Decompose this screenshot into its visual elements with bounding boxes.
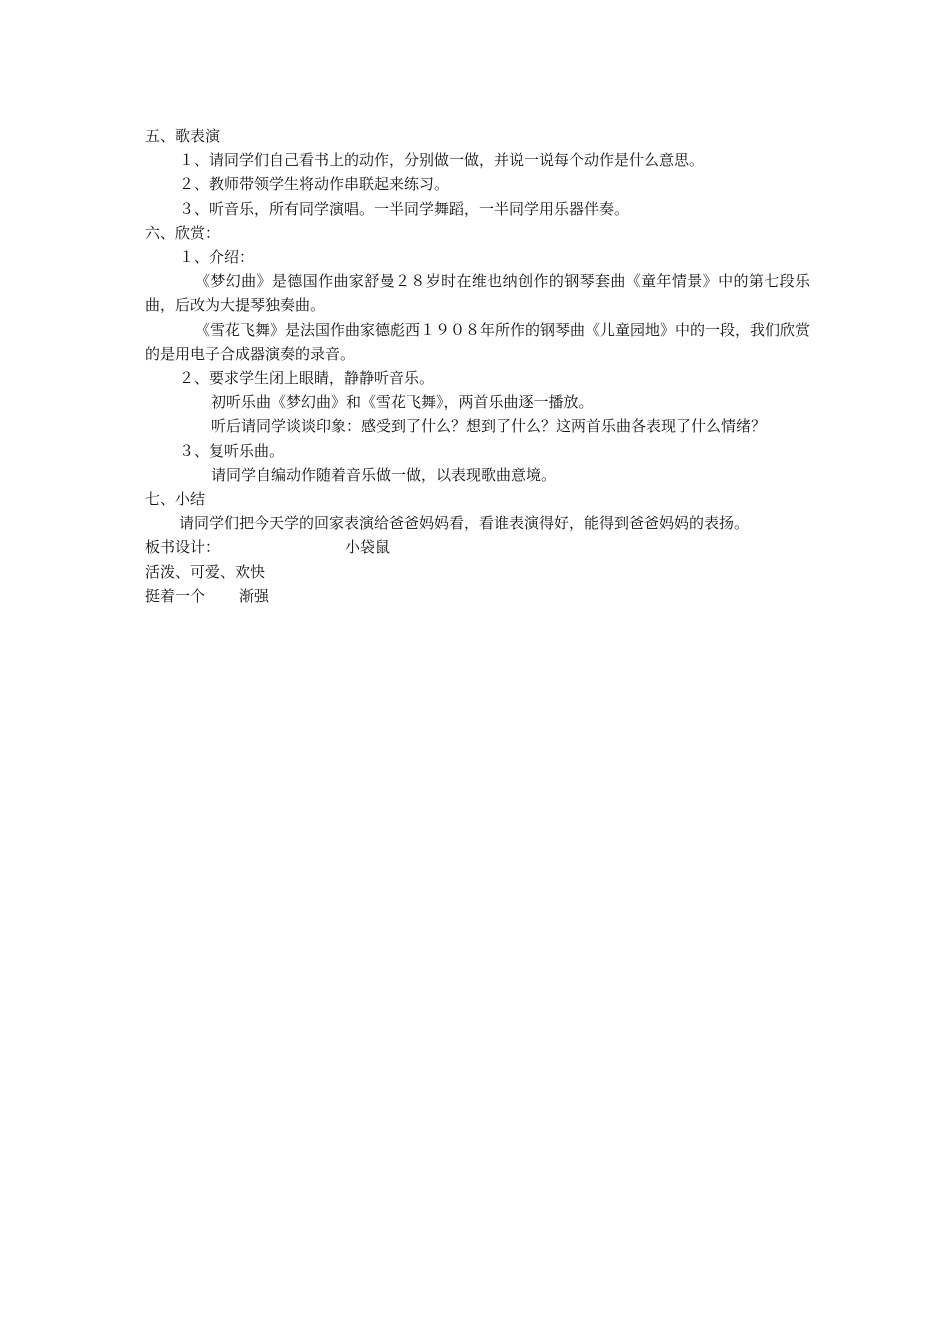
board-line-2a: 挺着一个 (145, 586, 206, 605)
board-line-2 (145, 584, 810, 608)
section-heading-6: 六、欣赏： (145, 223, 221, 242)
list-item: ３、复听乐曲。 (179, 441, 285, 460)
list-item: ３、听音乐，所有同学演唱。一半同学舞蹈，一半同学用乐器伴奏。 (179, 199, 630, 218)
list-item: ２、要求学生闭上眼睛，静静听音乐。 (179, 369, 435, 388)
sub-item: 初听乐曲《梦幻曲》和《雪花飞舞》，两首乐曲逐一播放。 (211, 393, 594, 412)
list-item: ２、教师带领学生将动作串联起来练习。 (179, 175, 450, 194)
board-line-1: 活泼、可爱、欢快 (145, 562, 266, 581)
document-page (145, 124, 810, 608)
summary-paragraph: 请同学们把今天学的回家表演给爸爸妈妈看，看谁表演得好，能得到爸爸妈妈的表扬。 (179, 514, 750, 533)
section-heading-5: 五、歌表演 (145, 127, 221, 145)
list-item: １、请同学们自己看书上的动作，分别做一做，并说一说每个动作是什么意思。 (179, 151, 705, 170)
section-heading-7: 七、小结 (145, 490, 206, 509)
sub-item: 请同学自编动作随着音乐做一做，以表现歌曲意境。 (211, 465, 557, 484)
board-title: 小袋鼠 (345, 538, 391, 557)
board-label: 板书设计： (145, 538, 221, 557)
paragraph-dream: 《梦幻曲》是德国作曲家舒曼２８岁时在维也纳创作的钢琴套曲《童年情景》中的第七段乐曲，后改为大提琴独奏曲。 (145, 272, 810, 315)
board-design-row (145, 535, 810, 559)
board-line-2b: 渐强 (239, 586, 270, 605)
paragraph-snowflakes: 《雪花飞舞》是法国作曲家德彪西１９０８年所作的钢琴曲《儿童园地》中的一段，我们欣赏的是用电子合成器演奏的录音。 (145, 320, 811, 363)
list-item: １、介绍： (179, 248, 255, 267)
sub-item-wrapped: 听后请同学谈谈印象：感受到了什么？想到了什么？这两首乐曲各表现了什么情绪？ (211, 417, 767, 436)
